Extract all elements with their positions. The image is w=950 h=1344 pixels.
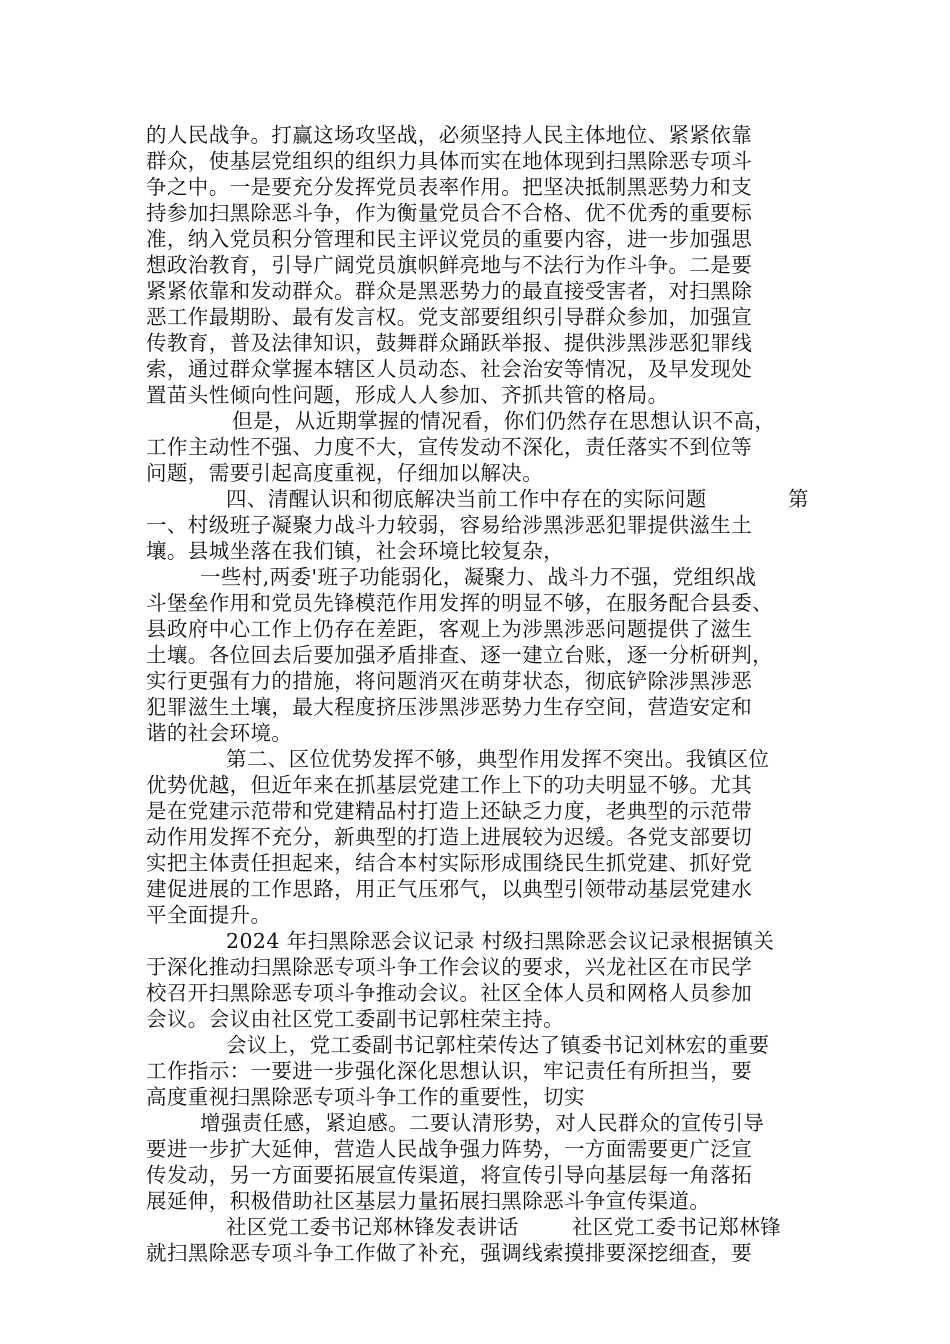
text-line: 的人民战争。打赢这场攻坚战，必须坚持人民主体地位、紧紧依靠 (146, 123, 753, 147)
text-line: 准，纳入党员积分管理和民主评议党员的重要内容，进一步加强思 (146, 227, 753, 251)
text-line: 优势优越，但近年来在抓基层党建工作上下的功夫明显不够。尤其 (146, 773, 753, 797)
text-line: 会议上，党工委副书记郭柱荣传达了镇委书记刘林宏的重要 (226, 1033, 770, 1057)
text-line: 想政治教育，引导广阔党员旗帜鲜亮地与不法行为作斗争。二是要 (146, 253, 753, 277)
text-line: 增强责任感，紧迫感。二要认清形势，对人民群众的宣传引导 (200, 1111, 765, 1135)
text-line: 建促进展的工作思路，用正气压邪气，以典型引领带动基层党建水 (146, 877, 753, 901)
text-line: 工作主动性不强、力度不大，宣传发动不深化，责任落实不到位等 (146, 435, 753, 459)
text-line: 就扫黑除恶专项斗争工作做了补充，强调线索摸排要深挖细查，要 (146, 1241, 753, 1265)
text-line: 一些村,两委'班子功能弱化，凝聚力、战斗力不强，党组织战 (200, 565, 757, 589)
text-line: 持参加扫黑除恶斗争，作为衡量党员合不合格、优不优秀的重要标 (146, 201, 753, 225)
text-line: 高度重视扫黑除恶专项斗争工作的重要性，切实 (146, 1085, 585, 1109)
text-line: 谐的社会环境。 (146, 721, 293, 745)
text-line: 问题，需要引起高度重视，仔细加以解决。 (146, 461, 544, 485)
text-line: 要进一步扩大延伸，营造人民战争强力阵势，一方面需要更广泛宣 (146, 1137, 753, 1161)
text-line: 会议。会议由社区党工委副书记郭柱荣主持。 (146, 1007, 564, 1031)
text-line: 群众，使基层党组织的组织力具体而实在地体现到扫黑除恶专项斗 (146, 149, 753, 173)
text-line: 争之中。一是要充分发挥党员表率作用。把坚决抵制黑恶势力和支 (146, 175, 753, 199)
text-line: 一、村级班子凝聚力战斗力较弱，容易给涉黑涉恶犯罪提供滋生土 (146, 513, 753, 537)
text-line: 犯罪滋生土壤，最大程度挤压涉黑涉恶势力生存空间，营造安定和 (146, 695, 753, 719)
text-line: 壤。县城坐落在我们镇，社会环境比较复杂， (146, 539, 564, 563)
text-line: 动作用发挥不充分，新典型的打造上进展较为迟缓。各党支部要切 (146, 825, 753, 849)
text-line: 社区党工委书记郑林锋 (572, 1215, 781, 1239)
text-line: 于深化推动扫黑除恶专项斗争工作会议的要求，兴龙社区在市民学 (146, 955, 753, 979)
text-line: 置苗头性倾向性问题，形成人人参加、齐抓共管的格局。 (146, 383, 669, 407)
text-line: 实行更强有力的措施，将问题消灭在萌芽状态，彻底铲除涉黑涉恶 (146, 669, 753, 693)
text-line: 第 (788, 487, 809, 511)
text-line: 传教育，普及法律知识，鼓舞群众踊跃举报、提供涉黑涉恶犯罪线 (146, 331, 753, 355)
section-heading: 四、清醒认识和彻底解决当前工作中存在的实际问题 (226, 487, 707, 511)
text-line: 是在党建示范带和党建精品村打造上还缺乏力度，老典型的示范带 (146, 799, 753, 823)
text-line: 实把主体责任担起来，结合本村实际形成围绕民生抓党建、抓好党 (146, 851, 753, 875)
text-line: 校召开扫黑除恶专项斗争推动会议。社区全体人员和网格人员参加 (146, 981, 753, 1005)
text-line: 但是，从近期掌握的情况看，你们仍然存在思想认识不高， (232, 409, 776, 433)
text-line: 土壤。各位回去后要加强矛盾排查、逐一建立台账，逐一分析研判， (146, 643, 773, 667)
text-line: 索，通过群众掌握本辖区人员动态、社会治安等情况，及早发现处 (146, 357, 753, 381)
text-line: 2024 年扫黑除恶会议记录 村级扫黑除恶会议记录根据镇关 (226, 929, 775, 953)
text-line: 平全面提升。 (146, 903, 272, 927)
text-line: 传发动，另一方面要拓展宣传渠道，将宣传引导向基层每一角落拓 (146, 1163, 753, 1187)
text-line: 工作指示：一要进一步强化深化思想认识，牢记责任有所担当，要 (146, 1059, 753, 1083)
text-line: 紧紧依靠和发动群众。群众是黑恶势力的最直接受害者，对扫黑除 (146, 279, 753, 303)
text-line: 斗堡垒作用和党员先锋模范作用发挥的明显不够，在服务配合县委、 (146, 591, 773, 615)
text-line: 第二、区位优势发挥不够，典型作用发挥不突出。我镇区位 (226, 747, 770, 771)
text-line: 恶工作最期盼、最有发言权。党支部要组织引导群众参加，加强宣 (146, 305, 753, 329)
text-line: 县政府中心工作上仍存在差距，客观上为涉黑涉恶问题提供了滋生 (146, 617, 753, 641)
text-line: 展延伸，积极借助社区基层力量拓展扫黑除恶斗争宣传渠道。 (146, 1189, 711, 1213)
text-line: 社区党工委书记郑林锋发表讲话 (226, 1215, 519, 1239)
